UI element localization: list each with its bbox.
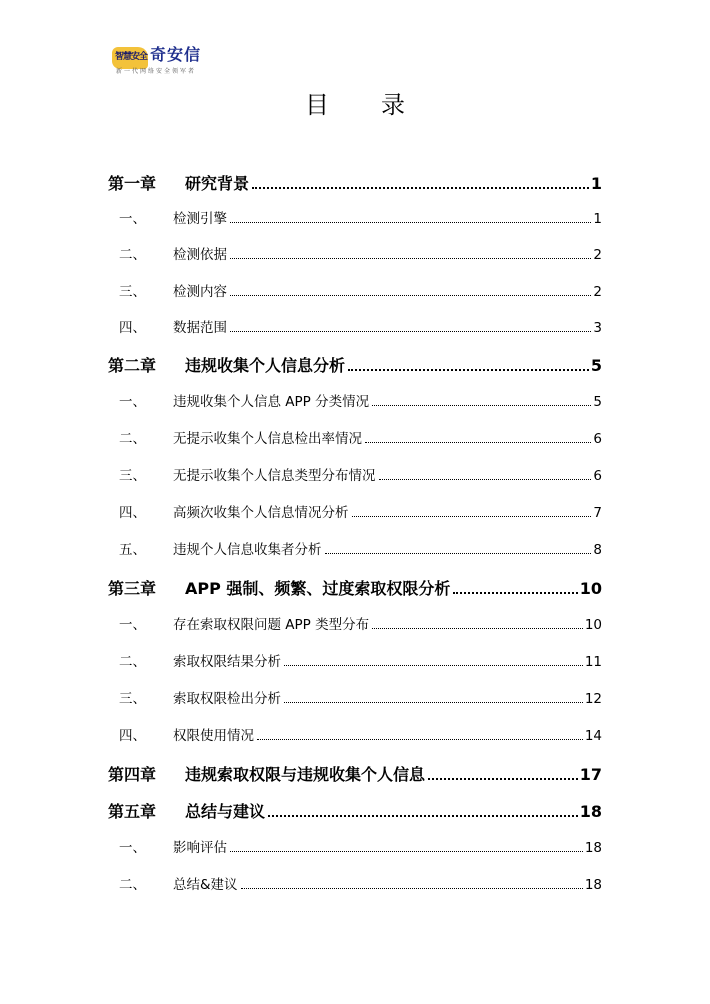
toc-section-entry[interactable] xyxy=(108,427,602,447)
toc-entry-title: 研究背景 xyxy=(185,174,250,193)
toc-dot-leader xyxy=(365,442,591,443)
toc-page-number: 18 xyxy=(579,802,602,821)
toc-dot-leader xyxy=(241,888,583,889)
toc-section-entry[interactable] xyxy=(108,207,602,227)
toc-section-entry[interactable] xyxy=(108,687,602,707)
toc-dot-leader xyxy=(230,295,591,296)
toc-entry-number: 四、 xyxy=(119,320,146,336)
toc-page-number: 3 xyxy=(593,320,602,336)
toc-entry-number: 一、 xyxy=(119,840,146,856)
toc-section-entry[interactable] xyxy=(108,613,602,633)
toc-dot-leader xyxy=(284,665,583,666)
toc-entry-title: 总结与建议 xyxy=(185,802,266,821)
logo-brand-name: 奇安信 xyxy=(150,45,202,64)
toc-entry-number: 三、 xyxy=(119,468,146,484)
toc-chapter-entry[interactable] xyxy=(108,576,602,599)
toc-entry-title: 违规收集个人信息分析 xyxy=(185,356,346,375)
toc-chapter-entry[interactable] xyxy=(108,353,602,376)
toc-dot-leader xyxy=(352,516,592,517)
toc-entry-number: 第五章 xyxy=(108,802,157,821)
toc-section-entry[interactable] xyxy=(108,280,602,300)
toc-entry-title: 无提示收集个人信息类型分布情况 xyxy=(173,468,376,484)
toc-entry-number: 二、 xyxy=(119,654,146,670)
toc-page-number: 12 xyxy=(584,691,602,707)
toc-dot-leader xyxy=(257,739,583,740)
toc-entry-title: 违规索取权限与违规收集个人信息 xyxy=(185,765,426,784)
toc-entry-number: 二、 xyxy=(119,877,146,893)
toc-entry-title: 高频次收集个人信息情况分析 xyxy=(173,505,349,521)
toc-section-entry[interactable] xyxy=(108,501,602,521)
toc-section-entry[interactable] xyxy=(108,316,602,336)
toc-entry-title: 总结&建议 xyxy=(173,877,238,893)
toc-section-entry[interactable] xyxy=(108,650,602,670)
toc-dot-leader xyxy=(379,479,592,480)
toc-page-number: 14 xyxy=(584,728,602,744)
toc-entry-title: 违规收集个人信息 APP 分类情况 xyxy=(173,394,370,410)
toc-section-entry[interactable] xyxy=(108,243,602,263)
toc-entry-number: 一、 xyxy=(119,617,146,633)
toc-section-entry[interactable] xyxy=(108,390,602,410)
toc-page-number: 5 xyxy=(590,356,602,375)
toc-entry-title: 存在索取权限问题 APP 类型分布 xyxy=(173,617,370,633)
toc-dot-leader xyxy=(230,222,591,223)
toc-dot-leader xyxy=(428,778,578,780)
toc-section-entry[interactable] xyxy=(108,538,602,558)
toc-entry-number: 第二章 xyxy=(108,356,157,375)
toc-dot-leader xyxy=(252,187,589,189)
toc-title: 目录 xyxy=(305,91,457,119)
toc-page-number: 17 xyxy=(579,765,602,784)
toc-page-number: 5 xyxy=(593,394,602,410)
logo-badge-text: 智慧安全 xyxy=(115,52,148,62)
toc-entry-title: 无提示收集个人信息检出率情况 xyxy=(173,431,362,447)
toc-entry-title: 违规个人信息收集者分析 xyxy=(173,542,322,558)
toc-entry-number: 三、 xyxy=(119,284,146,300)
toc-page-number: 8 xyxy=(593,542,602,558)
toc-page-number: 2 xyxy=(593,247,602,263)
toc-page-number: 7 xyxy=(593,505,602,521)
toc-entry-number: 五、 xyxy=(119,542,146,558)
toc-chapter-entry[interactable] xyxy=(108,171,602,194)
toc-entry-number: 第一章 xyxy=(108,174,157,193)
toc-page-number: 6 xyxy=(593,431,602,447)
toc-dot-leader xyxy=(453,592,577,594)
toc-entry-title: 影响评估 xyxy=(173,840,227,856)
toc-section-entry[interactable] xyxy=(108,836,602,856)
toc-entry-number: 一、 xyxy=(119,394,146,410)
qianxin-logo xyxy=(112,44,222,78)
toc-entry-number: 第四章 xyxy=(108,765,157,784)
toc-chapter-entry[interactable] xyxy=(108,762,602,785)
toc-entry-title: 数据范围 xyxy=(173,320,227,336)
toc-entry-number: 三、 xyxy=(119,691,146,707)
toc-page-number: 6 xyxy=(593,468,602,484)
toc-dot-leader xyxy=(372,628,583,629)
toc-dot-leader xyxy=(325,553,592,554)
toc-dot-leader xyxy=(268,815,578,817)
toc-entry-number: 四、 xyxy=(119,728,146,744)
toc-dot-leader xyxy=(230,258,591,259)
toc-entry-number: 一、 xyxy=(119,211,146,227)
toc-entry-title: 索取权限结果分析 xyxy=(173,654,281,670)
toc-entry-number: 二、 xyxy=(119,247,146,263)
logo-badge xyxy=(112,47,148,69)
toc-entry-number: 四、 xyxy=(119,505,146,521)
logo-slogan: 新一代网络安全领军者 xyxy=(116,68,197,75)
toc-entry-title: 权限使用情况 xyxy=(173,728,254,744)
toc-entry-number: 第三章 xyxy=(108,579,157,598)
toc-page-number: 10 xyxy=(579,579,602,598)
toc-dot-leader xyxy=(230,331,591,332)
toc-page-number: 1 xyxy=(593,211,602,227)
toc-dot-leader xyxy=(372,405,591,406)
toc-page-number: 10 xyxy=(584,617,602,633)
toc-dot-leader xyxy=(348,369,589,371)
toc-page-number: 11 xyxy=(584,654,602,670)
toc-page-number: 1 xyxy=(590,174,602,193)
toc-entry-title: 检测引擎 xyxy=(173,211,227,227)
toc-section-entry[interactable] xyxy=(108,464,602,484)
toc-dot-leader xyxy=(284,702,583,703)
toc-section-entry[interactable] xyxy=(108,724,602,744)
toc-entry-title: 检测内容 xyxy=(173,284,227,300)
toc-entry-title: 检测依据 xyxy=(173,247,227,263)
toc-entry-title: 索取权限检出分析 xyxy=(173,691,281,707)
toc-entry-number: 二、 xyxy=(119,431,146,447)
toc-dot-leader xyxy=(230,851,583,852)
toc-chapter-entry[interactable] xyxy=(108,799,602,822)
toc-entry-title: APP 强制、频繁、过度索取权限分析 xyxy=(185,579,451,598)
toc-page-number: 18 xyxy=(584,877,602,893)
toc-section-entry[interactable] xyxy=(108,873,602,893)
toc-page-number: 2 xyxy=(593,284,602,300)
toc-page-number: 18 xyxy=(584,840,602,856)
